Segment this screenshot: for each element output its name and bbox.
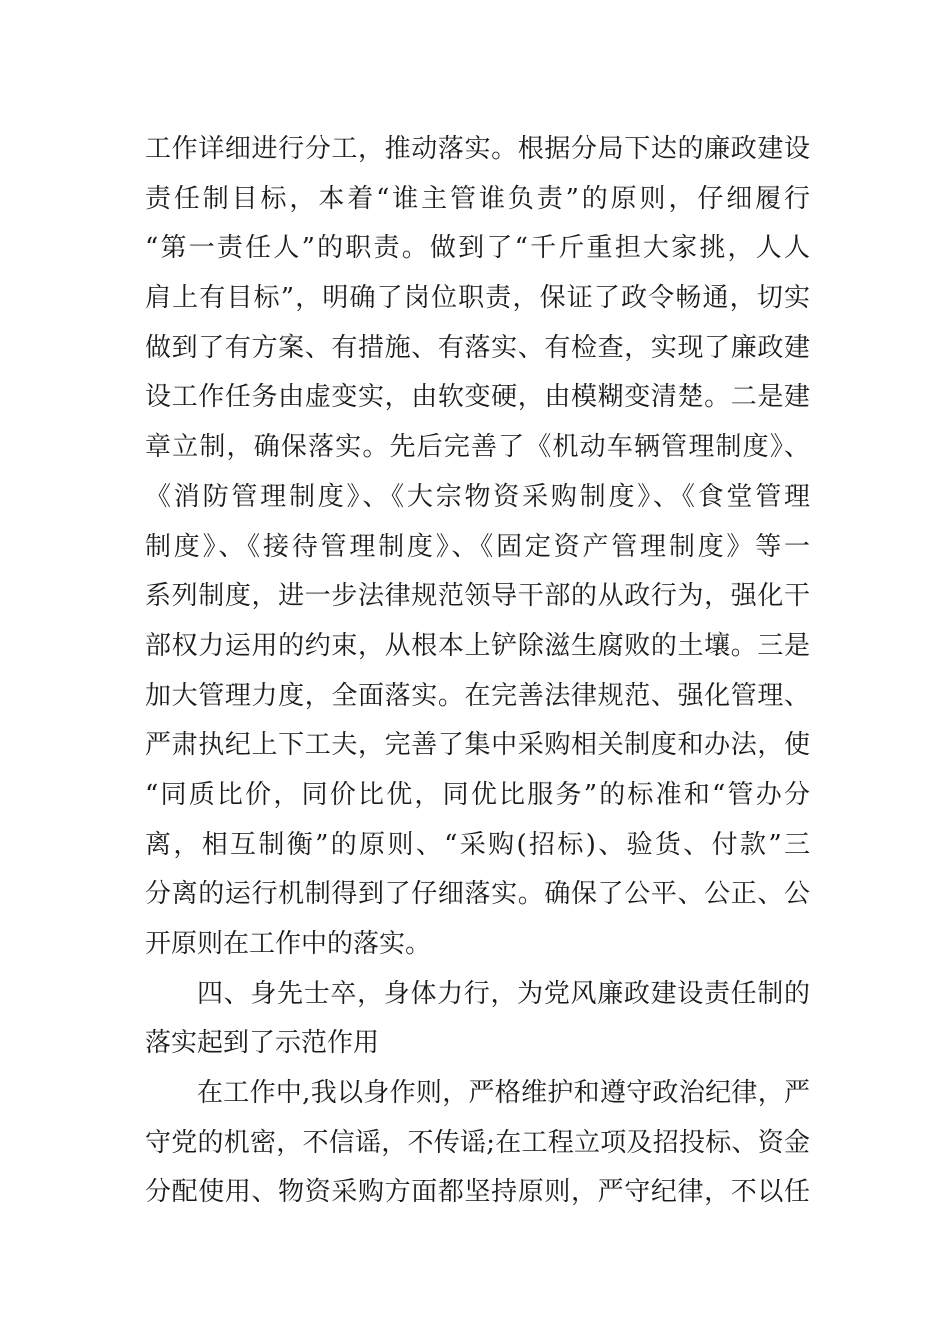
text-line: 责任制目标，本着“谁主管谁负责”的原则，仔细履行 [145,183,810,214]
text-line: 落实起到了示范作用 [145,1028,380,1059]
text-line: 系列制度，进一步法律规范领导干部的从政行为，强化干 [145,581,810,612]
text-line: 分配使用、物资采购方面都坚持原则，严守纪律，不以任 [145,1177,810,1208]
text-line: 在工作中,我以身作则，严格维护和遵守政治纪律，严 [197,1078,810,1109]
text-line: 设工作任务由虚变实，由软变硬，由模糊变清楚。二是建 [145,382,810,413]
text-line: 四、身先士卒，身体力行，为党风廉政建设责任制的 [197,978,810,1009]
text-line: 离，相互制衡”的原则、“采购(招标)、验货、付款”三 [145,829,810,860]
text-line: 《消防管理制度》、《大宗物资采购制度》、《食堂管理 [145,481,810,512]
text-line: 部权力运用的约束，从根本上铲除滋生腐败的土壤。三是 [145,630,810,661]
text-line: 开原则在工作中的落实。 [145,929,432,959]
text-line: 严肃执纪上下工夫，完善了集中采购相关制度和办法，使 [145,730,810,761]
text-line: 加大管理力度，全面落实。在完善法律规范、强化管理、 [145,680,810,711]
body-text [145,125,810,1218]
text-line: 制度》、《接待管理制度》、《固定资产管理制度》等一 [145,531,810,562]
text-line: 做到了有方案、有措施、有落实、有检查，实现了廉政建 [145,332,810,363]
text-line: 工作详细进行分工，推动落实。根据分局下达的廉政建设 [145,134,810,164]
text-line: “第一责任人”的职责。做到了“千斤重担大家挑，人人 [145,233,810,264]
text-line: “同质比价，同价比优，同优比服务”的标准和“管办分 [145,779,810,810]
text-line: 章立制，确保落实。先后完善了《机动车辆管理制度》、 [145,432,810,463]
text-line: 分离的运行机制得到了仔细落实。确保了公平、公正、公 [145,879,810,910]
text-line: 肩上有目标”，明确了岗位职责，保证了政令畅通，切实 [145,283,810,314]
text-line: 守党的机密，不信谣，不传谣;在工程立项及招投标、资金 [145,1127,810,1158]
